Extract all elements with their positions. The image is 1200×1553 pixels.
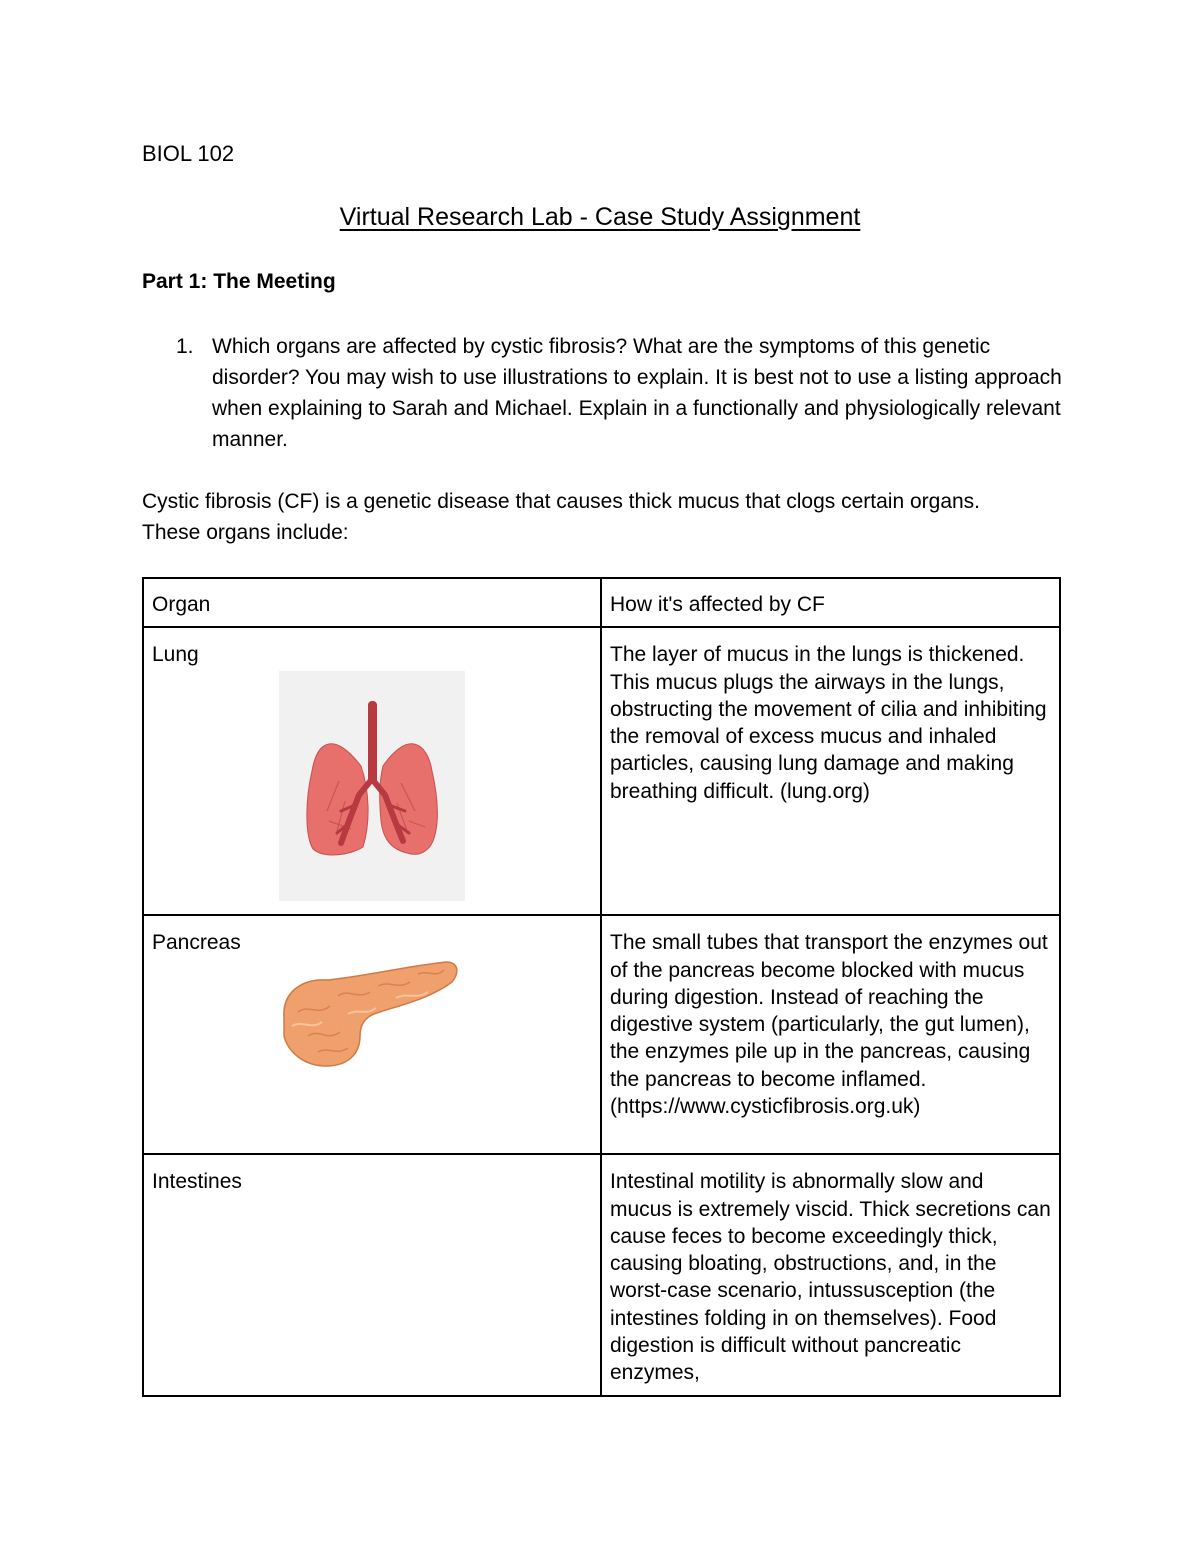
- question-text: Which organs are affected by cystic fibrosis? What are the symptoms of this genetic disorder? You may wish to use illustrations to explain. It is best not to use a listing approach when explaining to Sarah and Michael. Explain in a functionally and physiologically relevant manner.: [212, 335, 1062, 451]
- course-code: BIOL 102: [142, 141, 235, 166]
- organ-name-pancreas: Pancreas: [152, 931, 241, 955]
- page-title: Virtual Research Lab - Case Study Assignment: [339, 203, 861, 231]
- organ-cell-pancreas: [143, 915, 601, 1154]
- table-row-lung: [143, 627, 1060, 915]
- question-number: 1.: [176, 335, 194, 358]
- effect-cell-pancreas: The small tubes that transport the enzymes out of the pancreas become blocked with mucus during digestion. Instead of reaching the digestive system (particularly, the gut lumen), the enzymes pile up in the pancreas, causing the pancreas to become inflamed. (https://www.cysticfibrosis.org.uk): [601, 915, 1060, 1154]
- effect-cell-intestines: Intestinal motility is abnormally slow and mucus is extremely viscid. Thick secretions can cause feces to become exceedingly thick, causing bloating, obstructions, and, in the worst-case scenario, intussusception (the intestines folding in on themselves). Food digestion is difficult without pancreatic enzymes,: [601, 1154, 1060, 1395]
- organ-cell-intestines: Intestines: [143, 1154, 601, 1395]
- header-organ: Organ: [143, 578, 601, 627]
- organ-cell-lung: [143, 627, 601, 915]
- table-row-intestines: [143, 1154, 1060, 1395]
- part-heading: Part 1: The Meeting: [142, 270, 336, 293]
- organ-table: [142, 577, 1061, 1397]
- organ-name-lung: Lung: [152, 643, 199, 667]
- table-header-row: [143, 578, 1060, 627]
- table-row-pancreas: [143, 915, 1060, 1154]
- effect-cell-lung: The layer of mucus in the lungs is thickened. This mucus plugs the airways in the lungs, obstructing the movement of cilia and inhibiting the removal of excess mucus and inhaled particles, causing lung damage and making breathing difficult. (lung.org): [601, 627, 1060, 915]
- pancreas-icon: [278, 956, 462, 1074]
- lung-icon: [279, 671, 465, 901]
- header-effect: How it's affected by CF: [601, 578, 1060, 627]
- intro-paragraph: Cystic fibrosis (CF) is a genetic disease that causes thick mucus that clogs certain organs. These organs include:: [142, 490, 981, 544]
